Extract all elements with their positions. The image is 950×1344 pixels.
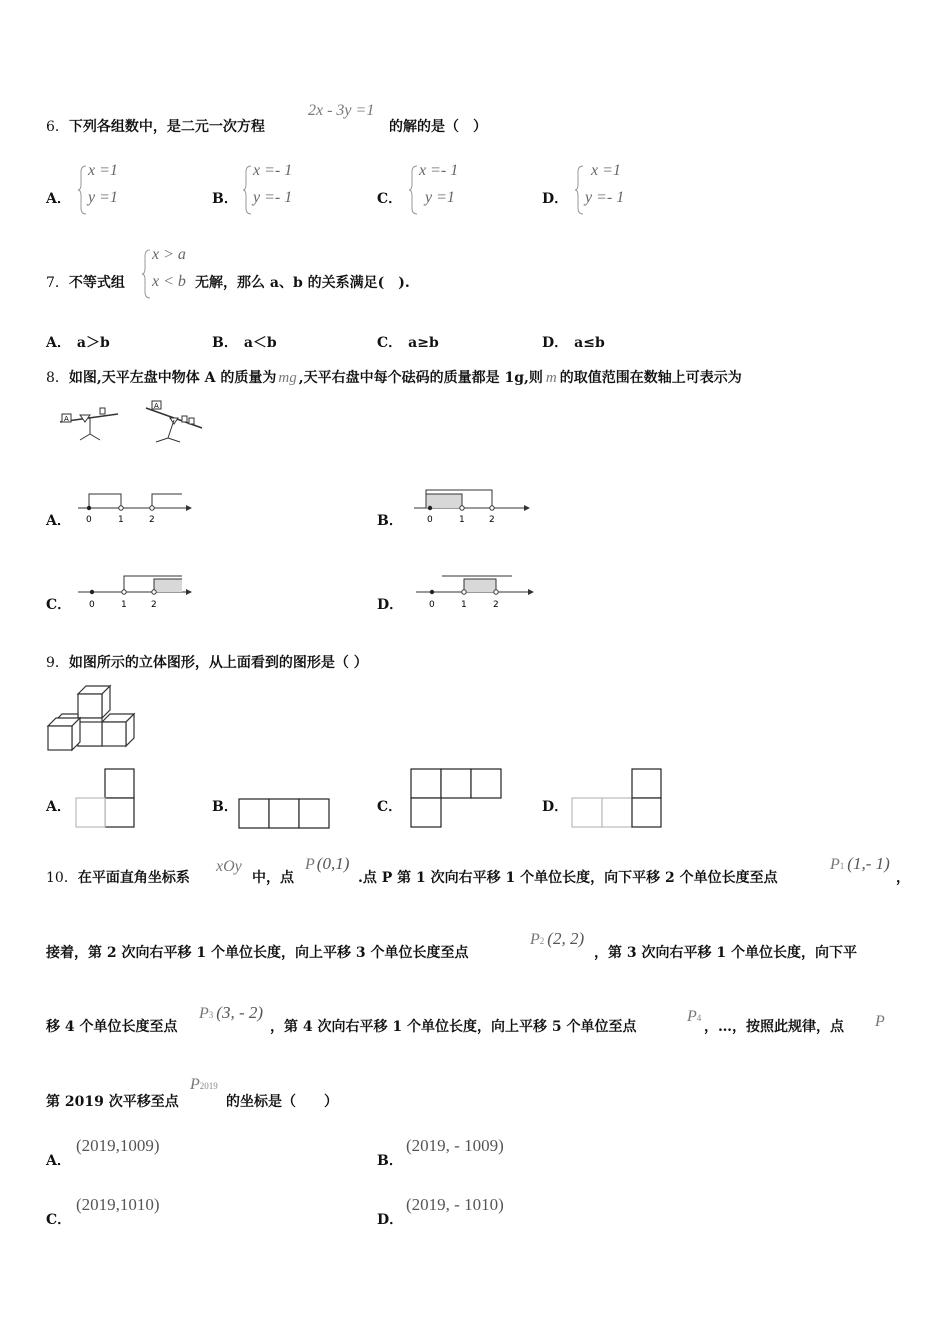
q9-option-a-label[interactable]: A． — [46, 799, 71, 815]
q10-option-b-value: (2019, - 1009) — [406, 1136, 504, 1155]
balance-right — [146, 401, 202, 442]
q10-option-d-value: (2019, - 1010) — [406, 1195, 504, 1214]
q6-equation: 2x - 3y =1 — [308, 102, 375, 119]
q10-text-3b: ，第 4 次向右平移 1 个单位长度，向上平移 5 个单位至点 — [270, 1019, 637, 1035]
q10-p2019 — [190, 1076, 218, 1094]
q6-b-line1: x =- 1 — [253, 162, 293, 179]
balance-left-label: A — [64, 415, 69, 423]
q8-option-b-numberline — [410, 484, 540, 528]
q8-mass: mg — [278, 370, 297, 386]
q10-p1-coords: (1,- 1) — [847, 854, 890, 873]
q10-text-1b: 中，点 — [252, 870, 294, 886]
q8-option-d-numberline — [412, 570, 542, 614]
q8-option-d-label[interactable]: D． — [377, 597, 404, 613]
q8-option-c-numberline — [74, 570, 199, 614]
q10-p2-letter: P — [530, 931, 540, 948]
q8-text-a: 如图,天平左盘中物体 A 的质量为 — [68, 370, 277, 386]
q10-text-4a: 第 2019 次平移至点 — [46, 1094, 179, 1110]
q10-text-3c: ，…，按照此规律，点 — [704, 1019, 844, 1035]
tick-1: 1 — [461, 600, 467, 610]
q6-b-line2: y =- 1 — [253, 189, 293, 206]
q6-stem — [46, 116, 265, 136]
q7-text-b: 无解，那么 a、b 的关系满足( ). — [195, 275, 410, 291]
q8-option-a-label[interactable]: A． — [46, 513, 71, 529]
tick-1: 1 — [459, 515, 465, 525]
q7-number: 7． — [46, 275, 69, 291]
q10-option-a-label[interactable]: A． — [46, 1153, 71, 1169]
q7-option-b-label: B． — [212, 335, 238, 351]
q7-option-a[interactable] — [46, 332, 110, 352]
q10-p2 — [530, 929, 584, 949]
q8-option-a-numberline — [74, 488, 199, 528]
q10-text-3a: 移 4 个单位长度至点 — [46, 1019, 178, 1035]
q10-p2019-sub: 2019 — [199, 1081, 218, 1091]
q10-p0 — [305, 854, 349, 874]
q8-option-c-label[interactable]: C． — [46, 597, 72, 613]
q6-d-line1: x =1 — [591, 162, 621, 179]
q6-a-line2: y =1 — [88, 189, 118, 206]
q10-p3-coords: (3, - 2) — [216, 1003, 264, 1022]
brace-icon — [78, 164, 88, 216]
q7-system — [142, 246, 197, 302]
q10-text-1a: 在平面直角坐标系 — [77, 870, 190, 886]
q10-text-1c: .点 P 第 1 次向右平移 1 个单位长度，向下平移 2 个单位长度至点 — [358, 870, 778, 886]
q6-c-line2: y =1 — [425, 189, 455, 206]
q10-option-b-label[interactable]: B． — [377, 1153, 403, 1169]
q10-number: 10． — [46, 870, 78, 886]
q6-c-line1: x =- 1 — [419, 162, 459, 179]
q6-option-d-system — [575, 162, 655, 218]
q9-text: 如图所示的立体图形，从上面看到的图形是（ ） — [68, 655, 368, 671]
q7-option-c-value: a≥b — [408, 335, 439, 351]
q10-p1-sub: 1 — [839, 861, 845, 871]
q7-option-b-value: a＜b — [243, 335, 277, 351]
q10-p-letter: P — [875, 1013, 885, 1030]
q6-text-b: 的解的是（ ） — [389, 119, 487, 135]
q8-option-b-label[interactable]: B． — [377, 513, 403, 529]
q9-option-d-label[interactable]: D． — [542, 799, 569, 815]
q7-option-d-label: D． — [542, 335, 569, 351]
q9-option-b-label[interactable]: B． — [212, 799, 238, 815]
q10-p4 — [687, 1008, 701, 1026]
q9-option-a-figure — [74, 768, 136, 830]
q7-option-d-value: a≤b — [574, 335, 605, 351]
tick-0: 0 — [89, 600, 95, 610]
balance-figures — [56, 398, 216, 446]
tick-1: 1 — [121, 600, 127, 610]
q10-line1-a — [46, 867, 190, 887]
q10-comma: ， — [896, 870, 910, 886]
q9-option-c-label[interactable]: C． — [377, 799, 403, 815]
q6-text-a: 下列各组数中，是二元一次方程 — [68, 119, 265, 135]
q8-m: m — [545, 370, 557, 386]
q10-p3 — [199, 1003, 263, 1023]
q6-option-a-system — [78, 162, 148, 218]
q10-p2-sub: 2 — [539, 936, 545, 946]
q7-option-d[interactable] — [542, 332, 605, 352]
brace-icon — [575, 164, 585, 216]
q10-p1-letter: P — [830, 856, 840, 873]
q6-option-b-label[interactable]: B． — [212, 191, 238, 207]
q8-text-b: ,天平右盘中每个砝码的质量都是 1g,则 — [298, 370, 543, 386]
q7-line2: x < b — [152, 273, 186, 290]
q10-p2-coords: (2, 2) — [547, 929, 585, 948]
q10-option-c-label[interactable]: C． — [46, 1212, 72, 1228]
q9-option-c-figure — [409, 768, 503, 830]
q10-option-c-value: (2019,1010) — [76, 1195, 160, 1214]
q9-stem — [46, 652, 368, 672]
q10-p0-letter: P — [305, 856, 315, 873]
q6-option-c-label[interactable]: C． — [377, 191, 403, 207]
tick-1: 1 — [118, 515, 124, 525]
tick-0: 0 — [427, 515, 433, 525]
q10-option-a-value: (2019,1009) — [76, 1136, 160, 1155]
brace-icon — [142, 248, 152, 300]
q10-p0-coords: (0,1) — [316, 854, 350, 873]
balance-left — [60, 408, 118, 440]
q10-p1 — [830, 854, 890, 874]
tick-2: 2 — [149, 515, 155, 525]
tick-0: 0 — [86, 515, 92, 525]
q6-option-b-system — [243, 162, 323, 218]
q6-option-c-system — [409, 162, 489, 218]
q8-text-c: 的取值范围在数轴上可表示为 — [559, 370, 742, 386]
q6-d-line2: y =- 1 — [585, 189, 625, 206]
q7-line1: x > a — [152, 246, 186, 263]
q10-p2019-letter: P — [190, 1076, 200, 1093]
q7-option-c-label: C． — [377, 335, 403, 351]
q10-text-4b: 的坐标是（ ） — [226, 1094, 338, 1110]
q7-option-a-label: A． — [46, 335, 71, 351]
q10-p4-sub: 4 — [696, 1013, 702, 1023]
q7-option-a-value: a＞b — [76, 335, 110, 351]
brace-icon — [409, 164, 419, 216]
tick-2: 2 — [489, 515, 495, 525]
tick-2: 2 — [151, 600, 157, 610]
q10-p3-letter: P — [199, 1005, 209, 1022]
brace-icon — [243, 164, 253, 216]
q8-stem — [46, 367, 742, 387]
q8-number: 8． — [46, 370, 69, 386]
q6-option-a-label[interactable]: A． — [46, 191, 71, 207]
q10-option-d-label[interactable]: D． — [377, 1212, 404, 1228]
q7-stem-a — [46, 272, 125, 292]
q7-option-c[interactable] — [377, 332, 439, 352]
q9-option-b-figure — [237, 797, 331, 830]
q6-a-line1: x =1 — [88, 162, 118, 179]
tick-2: 2 — [493, 600, 499, 610]
q10-p3-sub: 3 — [208, 1010, 214, 1020]
q6-option-d-label[interactable]: D． — [542, 191, 569, 207]
q7-text-a: 不等式组 — [68, 275, 125, 291]
q10-text-2a: 接着，第 2 次向右平移 1 个单位长度，向上平移 3 个单位长度至点 — [46, 945, 469, 961]
q9-number: 9． — [46, 655, 69, 671]
q10-xoy: xOy — [216, 858, 242, 875]
q6-number: 6． — [46, 119, 69, 135]
q10-p4-letter: P — [687, 1008, 697, 1025]
q9-solid-figure — [46, 682, 138, 752]
balance-right-label: A — [154, 402, 159, 410]
q7-option-b[interactable] — [212, 332, 277, 352]
q10-text-2b: ，第 3 次向右平移 1 个单位长度，向下平 — [594, 945, 857, 961]
tick-0: 0 — [429, 600, 435, 610]
q9-option-d-figure — [570, 768, 664, 830]
